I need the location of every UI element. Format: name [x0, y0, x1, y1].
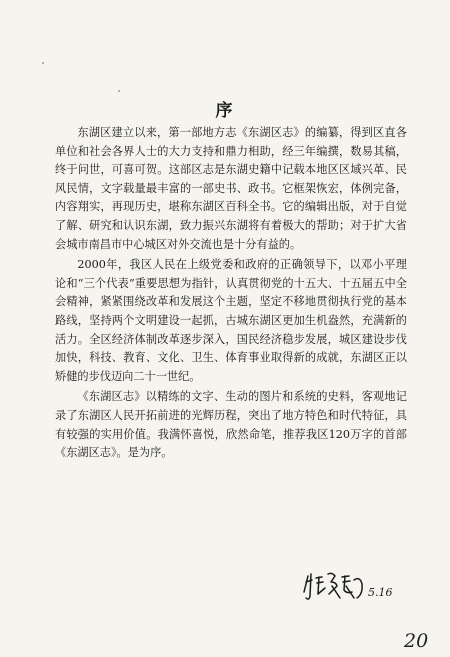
- paragraph-3: 《东湖区志》以精练的文字、生动的图片和系统的史料，客观地记录了东湖区人民开拓前进的光辉历程，突出了地方特色和时代特征，具有较强的实用价值。我满怀喜悦，欣然命笔，推荐我区120万字的首部《东湖区志》。是为序。: [55, 390, 407, 460]
- page-number: 20: [404, 630, 429, 652]
- handwritten-signature: [302, 568, 422, 606]
- signature-date: 5.16: [368, 586, 393, 599]
- scan-speck: [118, 90, 120, 92]
- paragraph-2: 2000年，我区人民在上级党委和政府的正确领导下，以邓小平理论和“三个代表”重要思想为指针，认真贯彻党的十五大、十五届五中全会精神，紧紧围绕改革和发展这个主题，坚定不移地贯彻执行党的基本路线，坚持两个文明建设一起抓，古城东湖区更加生机盎然，充满新的活力。全区经济体制改革逐步深入，国民经济稳步发展，城区建设步伐加快，科技、教育、文化、卫生、体育事业取得新的成就，东湖区正以矫健的步伐迈向二十一世纪。: [55, 258, 407, 383]
- page-title: 序: [215, 101, 235, 121]
- scan-speck: [42, 62, 44, 64]
- paragraph-1: 东湖区建立以来，第一部地方志《东湖区志》的编纂，得到区直各单位和社会各界人士的大力支持和鼎力相助，经三年编撰，数易其稿，终于问世，可喜可贺。这部区志是东湖史籍中记载本地区区域兴革、民风民情，文字载量最丰富的一部史书、政书。它框架恢宏，体例完备，内容翔实，再现历史，堪称东湖区百科全书。它的编辑出版，对于自觉了解、研究和认识东湖，致力振兴东湖将有着极大的帮助；对于扩大省会城市南昌市中心城区对外交流也是十分有益的。: [55, 126, 407, 251]
- preface-body: [55, 124, 407, 465]
